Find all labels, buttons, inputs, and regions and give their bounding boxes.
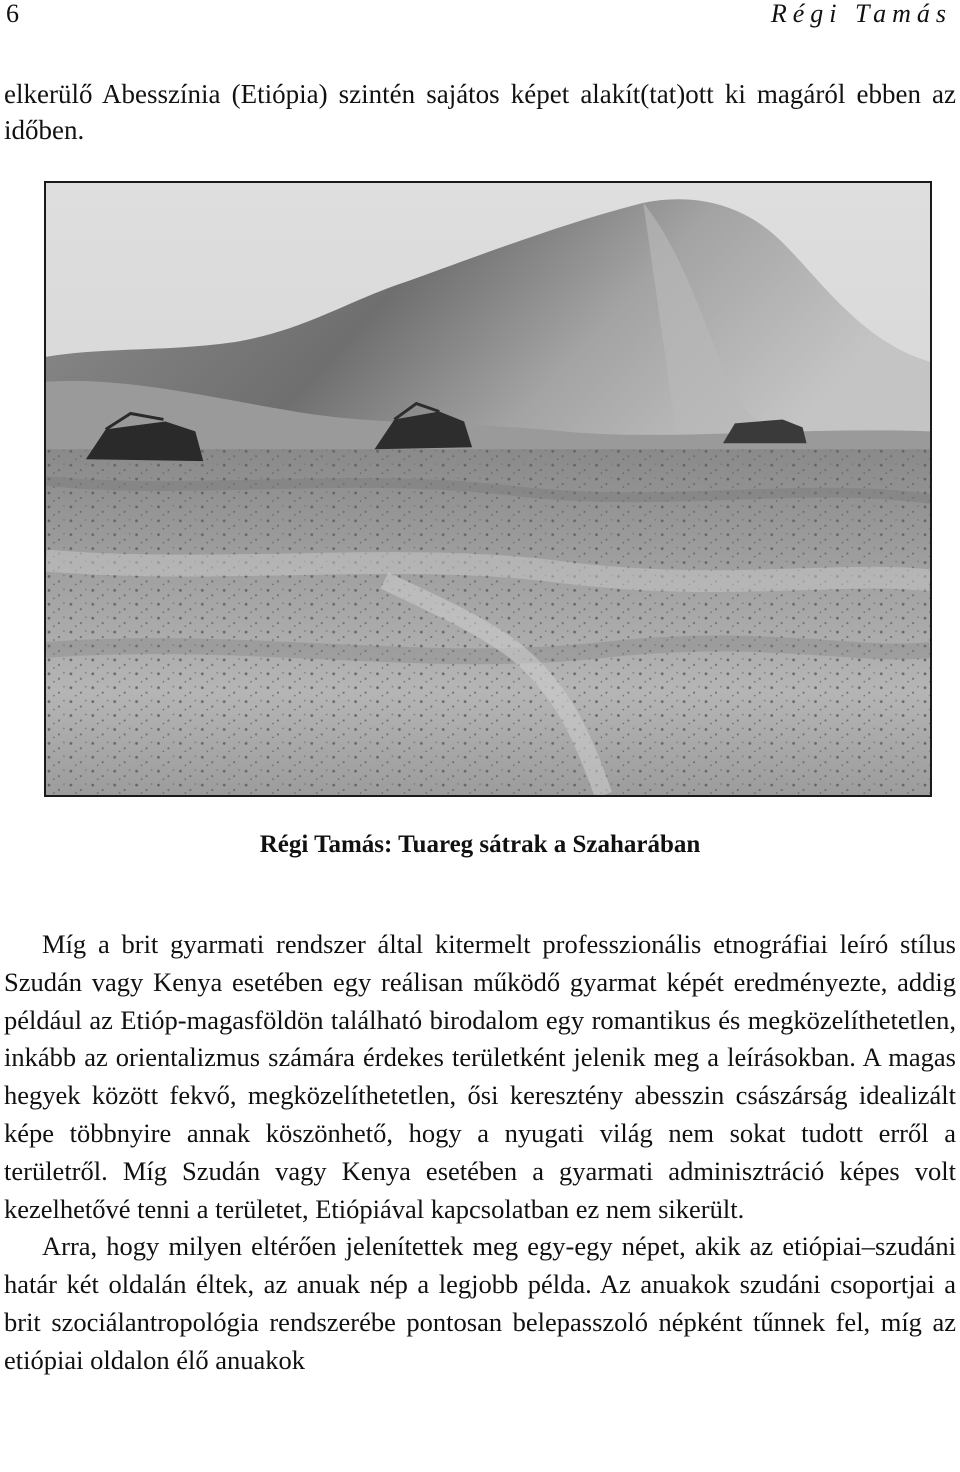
desert-photo-illustration <box>46 183 930 795</box>
body-text <box>4 926 956 1380</box>
desert-tents-photo <box>44 181 932 797</box>
paragraph: Míg a brit gyarmati rendszer által kitermelt professzionális etnográfiai leíró stílus Szudán vagy Kenya esetében egy reálisan működő gyarmat képét eredményezte, addig például az Etióp-magasföldön található birodalom egy romantikus és megközelíthetetlen, inkább az orientalizmus számára érdekes területként jelenik meg a leírásokban. A magas hegyek között fekvő, megközelíthetetlen, ősi keresztény abesszin császárság idealizált képe többnyire annak köszönhető, hogy a nyugati világ nem sokat tudott erről a területről. Míg Szudán vagy Kenya esetében a gyarmati adminisztráció képes volt kezelhetővé tenni a területet, Etiópiával kapcsolatban ez nem sikerült. <box>4 929 956 1224</box>
page-number: 6 <box>6 0 19 28</box>
running-title: Régi Tamás <box>770 0 952 28</box>
figure-caption: Régi Tamás: Tuareg sátrak a Szaharában <box>259 831 701 858</box>
running-head <box>0 0 960 30</box>
intro-paragraph: elkerülő Abesszínia (Etiópia) szintén sajátos képet alakít(tat)ott ki magáról ebben az időben. <box>4 79 956 145</box>
paragraph: Arra, hogy milyen eltérően jelenítettek meg egy-egy népet, akik az etiópiai–szudáni határ két oldalán éltek, az anuak nép a legjobb példa. Az anuakok szudáni csoportjai a brit szociálantropológia rendszerébe pontosan belepasszoló népként tűnnek fel, míg az etiópiai oldalon élő anuakok <box>4 1231 956 1375</box>
